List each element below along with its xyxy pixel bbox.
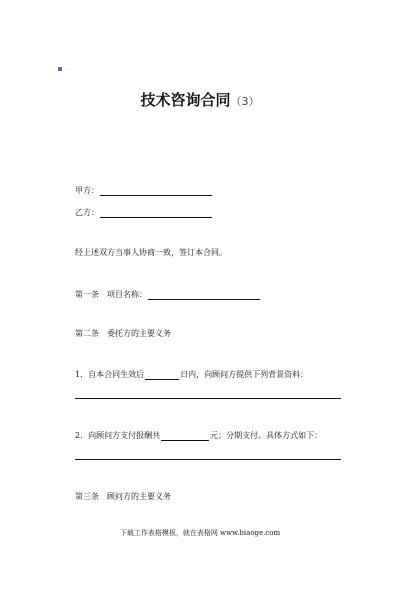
item-1-prefix: 1．自本合同生效后 (75, 370, 145, 379)
title-main: 技术咨询合同 (140, 91, 231, 109)
article-1 (75, 289, 261, 300)
article-1-label: 第一条 项目名称： (75, 290, 147, 299)
party-b-label: 乙方： (75, 208, 99, 217)
party-b-blank (100, 208, 212, 218)
footer-note: 下载工作表格模板，就在表格网 www.biaoge.com (119, 529, 281, 537)
party-a-label: 甲方： (75, 186, 99, 195)
party-a-row (75, 185, 213, 196)
project-name-blank (148, 290, 260, 300)
item-1-answer-line (75, 398, 341, 399)
amount-blank (161, 431, 209, 441)
party-a-blank (100, 186, 212, 196)
days-blank (145, 370, 179, 380)
item-2 (75, 430, 322, 441)
item-1 (75, 369, 308, 380)
logo-text: …… (64, 67, 70, 71)
logo-icon (58, 67, 62, 71)
site-logo (58, 67, 70, 71)
party-b-row (75, 207, 213, 218)
item-2-suffix: 元；分期支付。具体方式如下： (210, 431, 323, 440)
preamble: 经上述双方当事人协商一致，签订本合同。 (75, 248, 227, 257)
document-title (0, 89, 400, 110)
item-2-answer-line (75, 459, 341, 460)
item-1-suffix: 日内，向顾问方提供下列背景资料： (180, 370, 309, 379)
article-3: 第三条 顾问方的主要义务 (75, 492, 171, 501)
item-2-prefix: 2．向顾问方支付报酬共 (75, 431, 161, 440)
title-suffix: （3） (230, 95, 260, 108)
article-2: 第二条 委托方的主要义务 (75, 329, 171, 338)
